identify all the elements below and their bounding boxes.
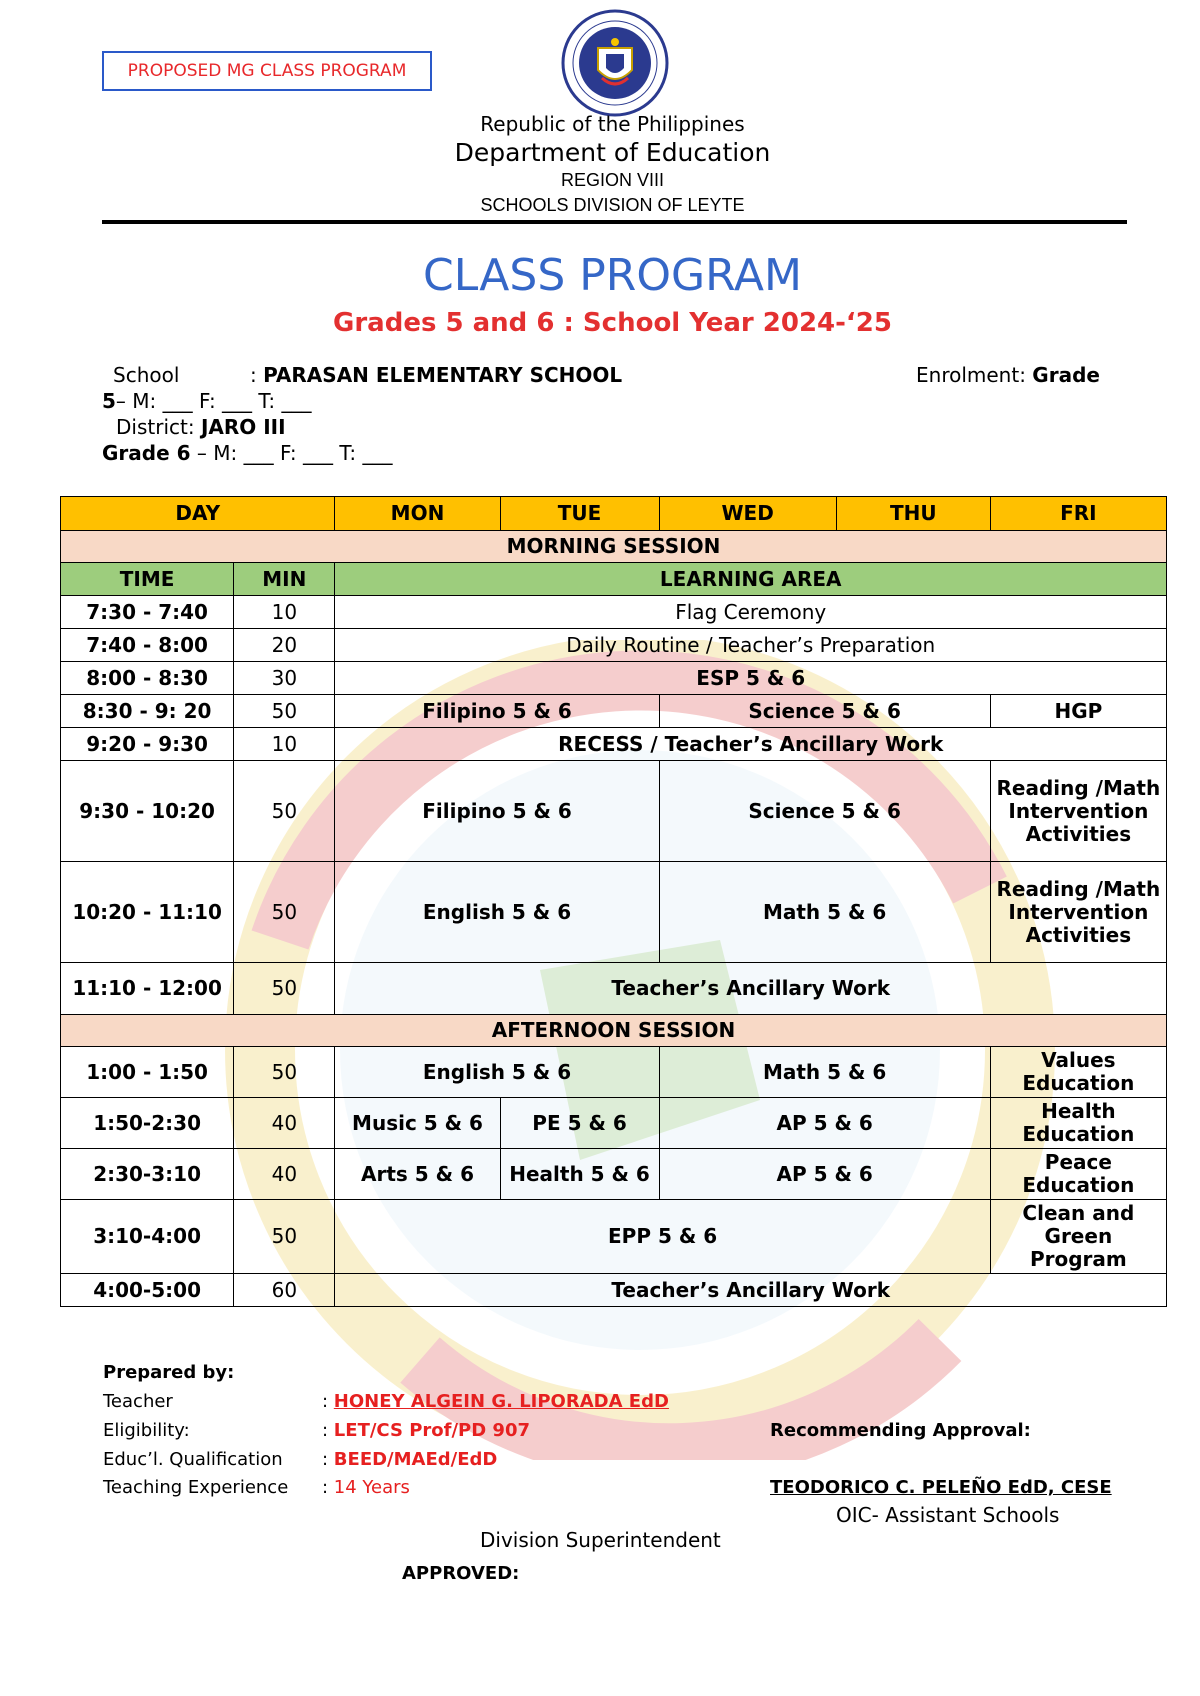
table-row: [61, 761, 1167, 862]
day-fri: FRI: [990, 497, 1166, 531]
experience-value: : 14 Years: [322, 1477, 410, 1498]
area-cell-mon: Music 5 & 6: [335, 1098, 500, 1149]
min-cell: 40: [234, 1098, 335, 1149]
area-cell-fri: Values Education: [990, 1047, 1166, 1098]
area-cell: Teacher’s Ancillary Work: [335, 1274, 1167, 1307]
republic-line: Republic of the Philippines: [480, 112, 745, 136]
teacher-value: : HONEY ALGEIN G. LIPORADA EdD: [322, 1391, 669, 1412]
area-cell-mon-tue: English 5 & 6: [335, 1047, 659, 1098]
grade5-counts: 5– M: ___ F: ___ T: ___: [102, 389, 312, 413]
qualification-value: : BEED/MAEd/EdD: [322, 1449, 498, 1470]
table-row: [61, 862, 1167, 963]
area-cell-mon-tue: English 5 & 6: [335, 862, 659, 963]
table-row: [61, 728, 1167, 761]
teacher-label: Teacher: [103, 1391, 173, 1412]
department-line: Department of Education: [454, 138, 771, 167]
area-cell-fri: Health Education: [990, 1098, 1166, 1149]
day-mon: MON: [335, 497, 500, 531]
day-tue: TUE: [500, 497, 659, 531]
time-cell: 7:30 - 7:40: [61, 596, 234, 629]
area-cell: Daily Routine / Teacher’s Preparation: [335, 629, 1167, 662]
morning-session-row: [61, 531, 1167, 563]
deped-seal-icon: [560, 8, 670, 118]
school-label: School: [113, 363, 180, 387]
area-cell-mon-thu: EPP 5 & 6: [335, 1200, 990, 1274]
time-cell: 4:00-5:00: [61, 1274, 234, 1307]
min-cell: 60: [234, 1274, 335, 1307]
area-cell: RECESS / Teacher’s Ancillary Work: [335, 728, 1167, 761]
min-header: MIN: [234, 563, 335, 596]
region-line: REGION VIII: [560, 170, 665, 190]
min-cell: 50: [234, 963, 335, 1015]
min-cell: 50: [234, 1200, 335, 1274]
table-row: [61, 963, 1167, 1015]
eligibility-label: Eligibility:: [103, 1420, 190, 1441]
time-cell: 1:50-2:30: [61, 1098, 234, 1149]
table-row: [61, 695, 1167, 728]
header-rule: [102, 220, 1127, 224]
area-cell-tue: Health 5 & 6: [500, 1149, 659, 1200]
afternoon-session-row: [61, 1015, 1167, 1047]
day-wed: WED: [659, 497, 836, 531]
area-cell: ESP 5 & 6: [335, 662, 1167, 695]
area-cell-mon-tue: Filipino 5 & 6: [335, 761, 659, 862]
time-cell: 9:20 - 9:30: [61, 728, 234, 761]
min-cell: 50: [234, 1047, 335, 1098]
area-cell: Teacher’s Ancillary Work: [335, 963, 1167, 1015]
min-cell: 20: [234, 629, 335, 662]
min-cell: 10: [234, 596, 335, 629]
morning-session: MORNING SESSION: [61, 531, 1167, 563]
day-header: DAY: [61, 497, 335, 531]
grade6-counts: Grade 6 – M: ___ F: ___ T: ___: [102, 441, 393, 465]
table-row: [61, 1098, 1167, 1149]
approved-label: APPROVED:: [402, 1563, 520, 1584]
division-line: SCHOOLS DIVISION OF LEYTE: [480, 195, 745, 215]
proposed-label: PROPOSED MG CLASS PROGRAM: [102, 51, 432, 91]
area-cell-fri: HGP: [990, 695, 1166, 728]
time-cell: 7:40 - 8:00: [61, 629, 234, 662]
area-cell: Flag Ceremony: [335, 596, 1167, 629]
area-cell-wed-thu: AP 5 & 6: [659, 1098, 990, 1149]
min-cell: 40: [234, 1149, 335, 1200]
afternoon-session: AFTERNOON SESSION: [61, 1015, 1167, 1047]
area-cell-mon: Arts 5 & 6: [335, 1149, 500, 1200]
time-cell: 9:30 - 10:20: [61, 761, 234, 862]
time-cell: 8:30 - 9: 20: [61, 695, 234, 728]
table-row: [61, 1274, 1167, 1307]
table-row: [61, 1047, 1167, 1098]
recommender-name: TEODORICO C. PELEÑO EdD, CESE: [770, 1477, 1112, 1498]
column-header-row: [61, 563, 1167, 596]
area-cell-wed-thu: AP 5 & 6: [659, 1149, 990, 1200]
day-header-row: [61, 497, 1167, 531]
area-cell-wed-thu: Math 5 & 6: [659, 862, 990, 963]
recommender-title-2: Division Superintendent: [480, 1528, 721, 1552]
table-row: [61, 1149, 1167, 1200]
table-row: [61, 1200, 1167, 1274]
area-cell-tue: PE 5 & 6: [500, 1098, 659, 1149]
prepared-by: Prepared by:: [103, 1362, 235, 1383]
day-thu: THU: [836, 497, 990, 531]
area-cell-wed-thu: Science 5 & 6: [659, 761, 990, 862]
time-header: TIME: [61, 563, 234, 596]
enrolment: Enrolment: Grade: [916, 363, 1100, 387]
time-cell: 2:30-3:10: [61, 1149, 234, 1200]
page-subtitle: Grades 5 and 6 : School Year 2024-‘25: [333, 308, 892, 338]
min-cell: 50: [234, 761, 335, 862]
qualification-label: Educ’l. Qualification: [103, 1449, 283, 1470]
table-row: [61, 629, 1167, 662]
area-cell-fri: Reading /Math Intervention Activities: [990, 761, 1166, 862]
area-header: LEARNING AREA: [335, 563, 1167, 596]
page-title: CLASS PROGRAM: [423, 250, 802, 301]
area-cell-fri: Peace Education: [990, 1149, 1166, 1200]
area-cell-wed-thu: Math 5 & 6: [659, 1047, 990, 1098]
area-cell-fri: Reading /Math Intervention Activities: [990, 862, 1166, 963]
eligibility-value: : LET/CS Prof/PD 907: [322, 1420, 531, 1441]
recommender-title: OIC- Assistant Schools: [836, 1503, 1060, 1527]
table-row: [61, 596, 1167, 629]
class-program-table: [60, 496, 1167, 1307]
time-cell: 10:20 - 11:10: [61, 862, 234, 963]
min-cell: 50: [234, 695, 335, 728]
time-cell: 3:10-4:00: [61, 1200, 234, 1274]
area-cell-mon-tue: Filipino 5 & 6: [335, 695, 659, 728]
experience-label: Teaching Experience: [103, 1477, 289, 1498]
min-cell: 30: [234, 662, 335, 695]
school-value: : PARASAN ELEMENTARY SCHOOL: [250, 363, 623, 387]
time-cell: 1:00 - 1:50: [61, 1047, 234, 1098]
area-cell-wed-thu: Science 5 & 6: [659, 695, 990, 728]
area-cell-fri: Clean and Green Program: [990, 1200, 1166, 1274]
recommending-label: Recommending Approval:: [770, 1420, 1031, 1441]
table-row: [61, 662, 1167, 695]
time-cell: 8:00 - 8:30: [61, 662, 234, 695]
min-cell: 50: [234, 862, 335, 963]
time-cell: 11:10 - 12:00: [61, 963, 234, 1015]
district: District: JARO III: [116, 415, 286, 439]
min-cell: 10: [234, 728, 335, 761]
